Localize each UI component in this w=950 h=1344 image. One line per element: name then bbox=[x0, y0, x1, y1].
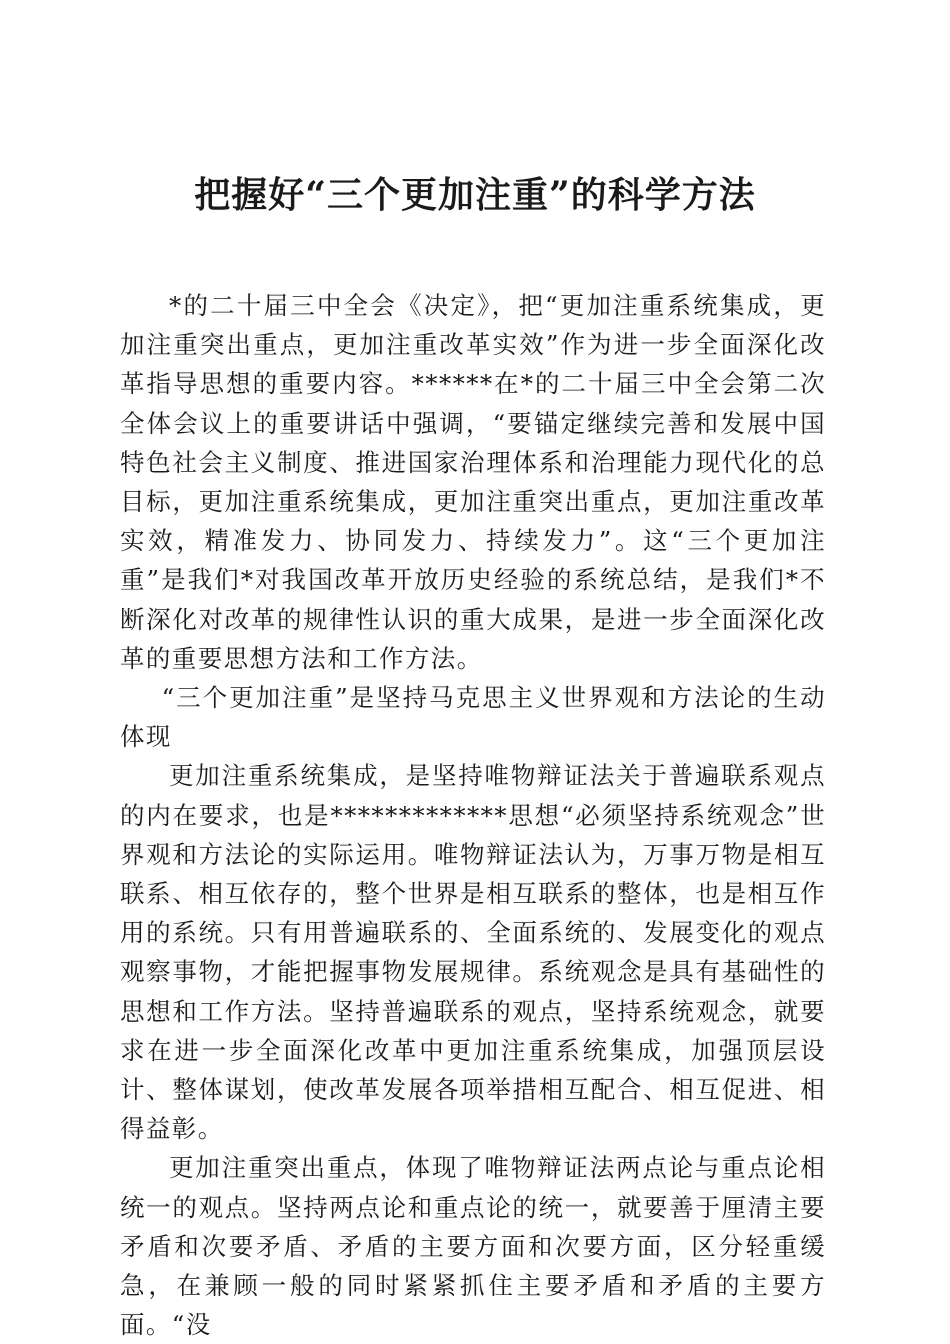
document-body bbox=[120, 286, 826, 1344]
intro-paragraph: *的二十届三中全会《决定》，把“更加注重系统集成，更加注重突出重点，更加注重改革实效”作为进一步全面深化改革指导思想的重要内容。******在*的二十届三中全会第二次全体会议上的重要讲话中强调，“要锚定继续完善和发展中国特色社会主义制度、推进国家治理体系和治理能力现代化的总目标，更加注重系统集成，更加注重突出重点，更加注重改革实效，精准发力、协同发力、持续发力”。这“三个更加注重”是我们*对我国改革开放历史经验的系统总结，是我们*不断深化对改革的规律性认识的重大成果，是进一步全面深化改革的重要思想方法和工作方法。 bbox=[120, 291, 826, 673]
body-paragraph: 更加注重系统集成，是坚持唯物辩证法关于普遍联系观点的内在要求，也是*************思想“必须坚持系统观念”世界观和方法论的实际运用。唯物辩证法认为，万事万物是相互联系、相互依存的，整个世界是相互联系的整体，也是相互作用的系统。只有用普遍联系的、全面系统的、发展变化的观点观察事物，才能把握事物发展规律。系统观念是具有基础性的思想和工作方法。坚持普遍联系的观点，坚持系统观念，就要求在进一步全面深化改革中更加注重系统集成，加强顶层设计、整体谋划，使改革发展各项举措相互配合、相互促进、相得益彰。 bbox=[120, 761, 826, 1144]
body-paragraph: 更加注重突出重点，体现了唯物辩证法两点论与重点论相统一的观点。坚持两点论和重点论的统一，就要善于厘清主要矛盾和次要矛盾、矛盾的主要方面和次要方面，区分轻重缓急，在兼顾一般的同时紧紧抓住主要矛盾和矛盾的主要方面。“没 bbox=[120, 1153, 826, 1340]
section-heading: “三个更加注重”是坚持马克思主义世界观和方法论的生动体现 bbox=[120, 683, 826, 752]
document-title: 把握好“三个更加注重”的科学方法 bbox=[194, 174, 756, 216]
